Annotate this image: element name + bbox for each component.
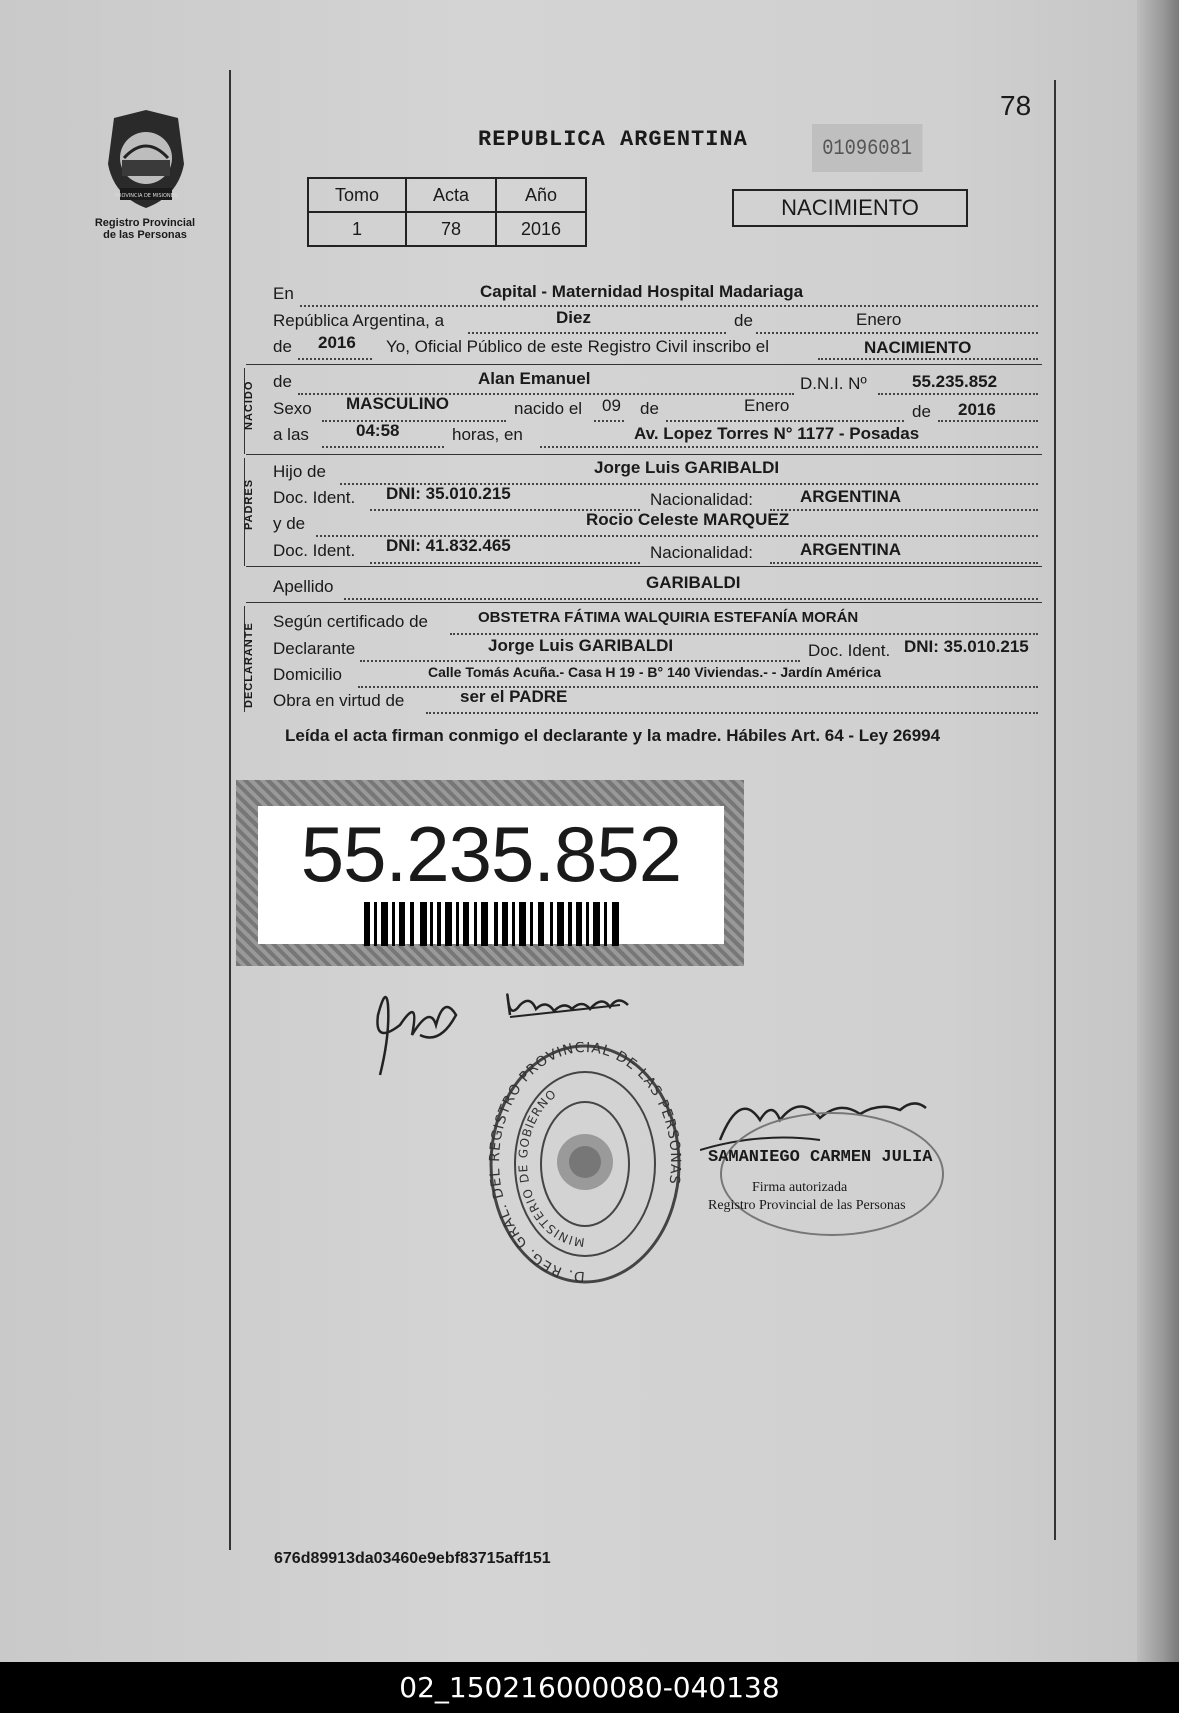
de-label: de [734,311,753,330]
declarante-section-label: DECLARANTE [243,622,255,708]
domicilio-value: Calle Tomás Acuña.- Casa H 19 - B° 140 Viviendas.- - Jardín América [428,664,881,680]
registro-header-tomo: Tomo [308,178,406,212]
madre-nombre-value: Rocio Celeste MARQUEZ [586,510,790,529]
anio-value: 2016 [318,333,356,352]
obra-label: Obra en virtud de [273,691,405,710]
madre-signature-icon [507,995,628,1015]
dotted-line [756,332,1038,334]
nacido-dia-value: 09 [602,396,621,415]
right-margin-line [1054,80,1056,1540]
nacido-mes-value: Enero [744,396,790,415]
oficial-cargo: Firma autorizada [752,1180,848,1195]
registro-table [307,177,587,247]
mes-value: Enero [856,310,902,329]
hijo-de-label: Hijo de [273,462,326,481]
dotted-line [666,420,904,422]
sexo-label: Sexo [273,399,312,418]
sexo-value: MASCULINO [346,394,449,413]
dotted-line [540,446,1038,448]
apellido-value: GARIBALDI [646,573,741,592]
nacido-el-label: nacido el [514,399,583,418]
dotted-line [770,562,1038,564]
padre-doc-label: Doc. Ident. [273,488,356,507]
dotted-line [468,332,726,334]
alas-label: a las [273,425,309,444]
dni-value: 55.235.852 [912,372,998,391]
y-de-label: y de [273,514,306,533]
declarante-doc-value: DNI: 35.010.215 [904,637,1029,656]
nombre-value: Alan Emanuel [478,369,591,388]
padre-nac-label: Nacionalidad: [650,490,754,509]
padre-nac-value: ARGENTINA [800,487,902,506]
section-divider [246,364,1042,365]
serial-number: 01096081 [812,124,923,172]
padre-doc-value: DNI: 35.010.215 [386,484,511,503]
en-label: En [273,284,294,303]
oficial-stamp-oval [720,1112,944,1236]
official-seal [488,1042,682,1286]
left-margin-line [229,70,231,1550]
dotted-line [322,446,444,448]
footer-filename: 02_150216000080-040138 [0,1662,1179,1713]
dotted-line [426,712,1038,714]
oficial-nombre: SAMANIEGO CARMEN JULIA [708,1148,933,1167]
nacido-anio-value: 2016 [958,400,996,419]
registro-header-anio: Año [496,178,586,212]
page-edge [1137,0,1179,1662]
republica-label: República Argentina, a [273,311,445,330]
obra-value: ser el PADRE [460,687,568,706]
dni-label: D.N.I. Nº [800,374,867,393]
certificado-value: OBSTETRA FÁTIMA WALQUIRIA ESTEFANÍA MORÁN [478,609,859,626]
horas-en-label: horas, en [452,425,523,444]
dotted-line [450,633,1038,635]
dotted-line [298,358,372,360]
declarante-value: Jorge Luis GARIBALDI [488,636,674,655]
dia-value: Diez [556,308,591,327]
official-seal-inner-text: MINISTERIO DE GOBIERNO [515,1086,586,1250]
registro-tomo: 1 [308,212,406,246]
tipo-acta-box: NACIMIENTO [732,189,968,227]
dotted-line [344,598,1038,600]
registro-acta: 78 [406,212,496,246]
official-seal-icon [488,1042,682,1286]
nacido-de2-label: de [912,402,931,421]
dotted-line [770,509,1038,511]
logo-caption-line1: Registro Provincial [94,217,196,229]
anio-prefix-label: de [273,337,292,356]
padre-nombre-value: Jorge Luis GARIBALDI [594,458,780,477]
oficial-text: Yo, Oficial Público de este Registro Civil inscribo el [386,337,769,356]
logo-caption-line2: de las Personas [103,229,187,241]
dni-sticker [236,780,744,966]
barcode-icon [364,902,624,946]
lugar-value: Capital - Maternidad Hospital Madariaga [480,282,804,301]
inscribe-value: NACIMIENTO [864,338,972,357]
registro-header-row [308,178,586,212]
declarante-signature-icon [377,997,456,1075]
dotted-line [360,660,800,662]
declarante-doc-label: Doc. Ident. [808,641,891,660]
declarante-label: Declarante [273,639,356,658]
certificado-label: Según certificado de [273,612,428,631]
dotted-line [938,420,1038,422]
madre-nac-value: ARGENTINA [800,540,902,559]
madre-doc-value: DNI: 41.832.465 [386,536,511,555]
section-divider [246,566,1042,567]
dni-sticker-inner [258,806,724,944]
hora-value: 04:58 [356,421,400,440]
province-seal-logo [98,104,194,212]
dotted-line [818,358,1038,360]
oficial-registro: Registro Provincial de las Personas [708,1198,906,1213]
dni-sticker-number: 55.235.852 [300,810,682,898]
dotted-line [878,393,1038,395]
leyenda-text: Leída el acta firman conmigo el declarante y la madre. Hábiles Art. 64 - Ley 26994 [285,726,941,745]
dotted-line [322,420,506,422]
nacido-section-label: NACIDO [243,380,255,430]
page-number: 78 [1000,90,1032,121]
padres-section-label: PADRES [243,478,255,530]
dotted-line [300,305,1038,307]
registro-value-row [308,212,586,246]
section-divider [246,454,1042,455]
official-seal-outer-text: D. REG. GRAL. DEL REGISTRO PROVINCIAL DE LAS PERSONAS [488,1042,682,1285]
madre-nac-label: Nacionalidad: [650,543,754,562]
nacido-de1-label: de [640,399,659,418]
logo-caption [80,217,210,241]
nacido-de-label: de [273,372,292,391]
domicilio-label: Domicilio [273,665,342,684]
registro-anio: 2016 [496,212,586,246]
dotted-line [594,420,624,422]
nacido-lugar-value: Av. Lopez Torres N° 1177 - Posadas [634,424,920,443]
madre-doc-label: Doc. Ident. [273,541,356,560]
section-divider [246,602,1042,603]
registro-header-acta: Acta [406,178,496,212]
apellido-label: Apellido [273,577,334,596]
logo-seal-text: PROVINCIA DE MISIONES [115,193,177,199]
document-hash: 676d89913da03460e9ebf83715aff151 [274,1550,551,1567]
document-title: REPUBLICA ARGENTINA [478,127,748,152]
dotted-line [370,562,640,564]
